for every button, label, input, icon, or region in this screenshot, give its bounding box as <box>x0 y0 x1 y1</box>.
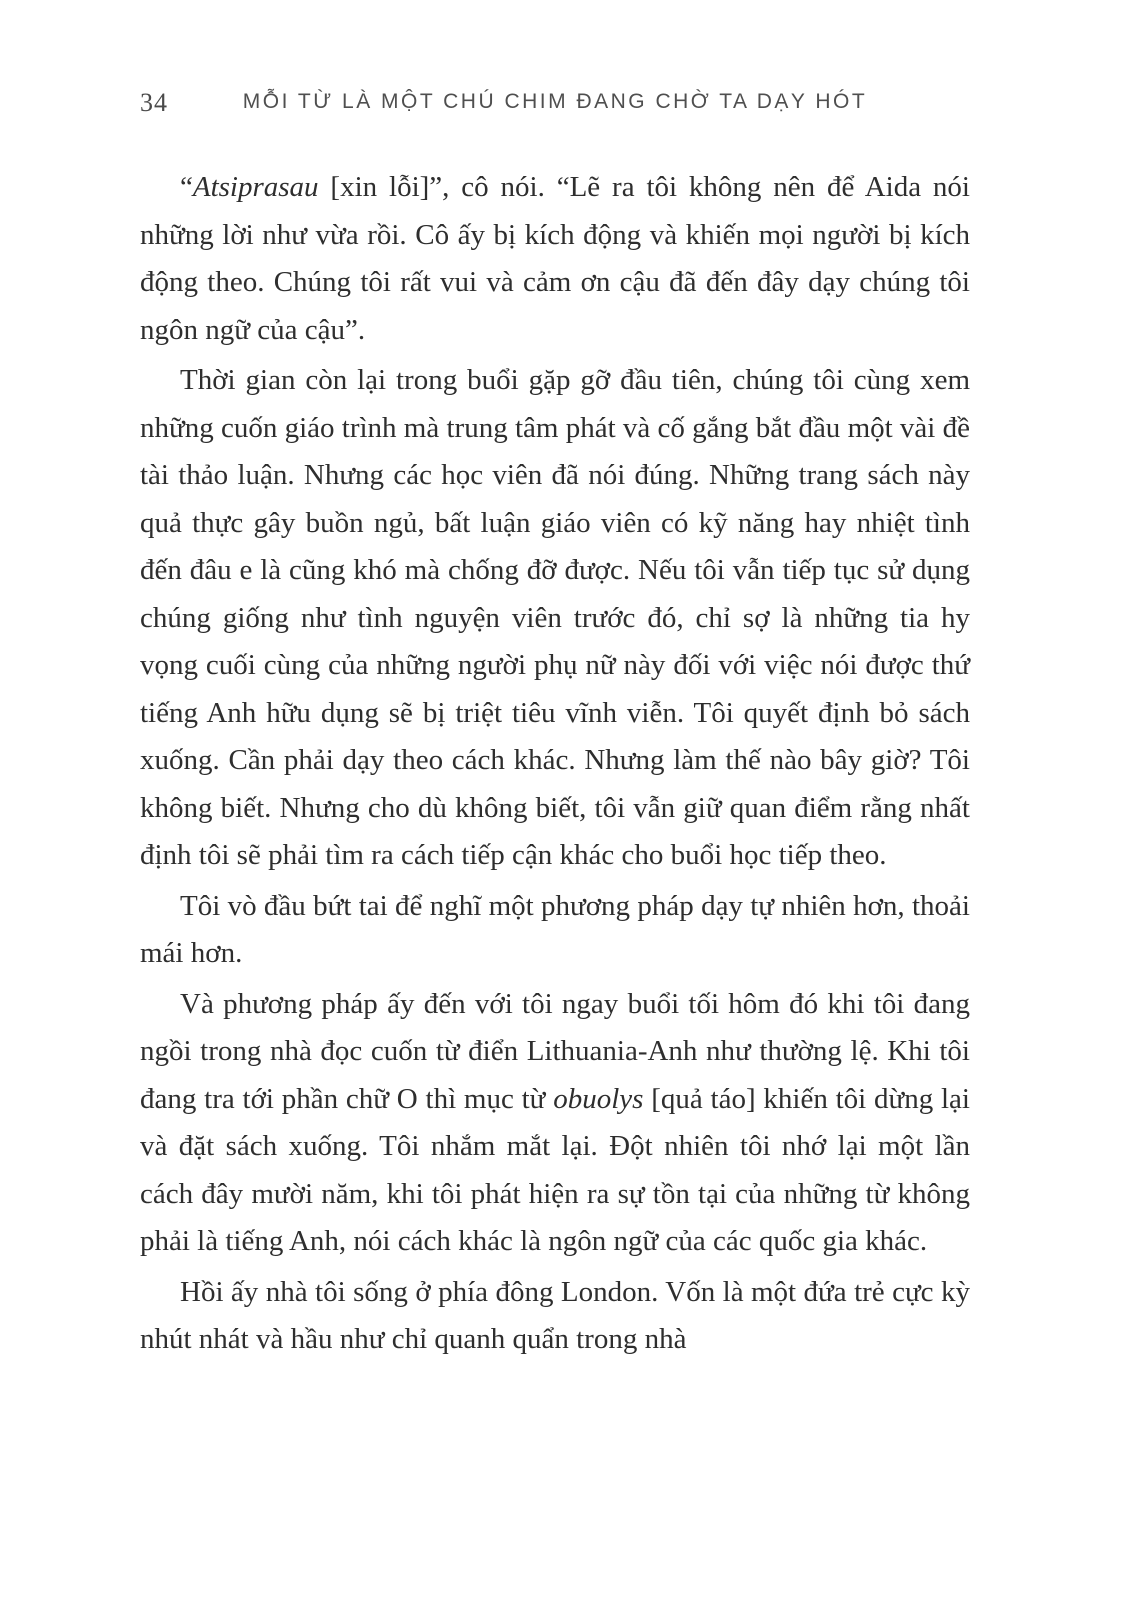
page-number: 34 <box>140 88 168 117</box>
paragraph <box>140 981 970 1266</box>
text-run: Tôi vò đầu bứt tai để nghĩ một phương pháp dạy tự nhiên hơn, thoải mái hơn. <box>140 889 970 969</box>
text-run: Thời gian còn lại trong buổi gặp gỡ đầu tiên, chúng tôi cùng xem những cuốn giáo trình mà trung tâm phát và cố gắng bắt đầu một vài đề tài thảo luận. Nhưng các học viên đã nói đúng. Những trang sách này quả thực gây buồn ngủ, bất luận giáo viên có kỹ năng hay nhiệt tình đến đâu e là cũng khó mà chống đỡ được. Nếu tôi vẫn tiếp tục sử dụng chúng giống như tình nguyện viên trước đó, chỉ sợ là những tia hy vọng cuối cùng của những người phụ nữ này đối với việc nói được thứ tiếng Anh hữu dụng sẽ bị triệt tiêu vĩnh viễn. Tôi quyết định bỏ sách xuống. Cần phải dạy theo cách khác. Nhưng làm thế nào bây giờ? Tôi không biết. Nhưng cho dù không biết, tôi vẫn giữ quan điểm rằng nhất định tôi sẽ phải tìm ra cách tiếp cận khác cho buổi học tiếp theo. <box>140 364 970 871</box>
body-text <box>140 164 970 1364</box>
running-header <box>140 86 970 120</box>
paragraph <box>140 1269 970 1364</box>
text-run: [quả táo] khiến tôi dừng lại và đặt sách xuống. Tôi nhắm mắt lại. Đột nhiên tôi nhớ lại một lần cách đây mười năm, khi tôi phát hiện ra sự tồn tại của những từ không phải là tiếng Anh, nói cách khác là ngôn ngữ của các quốc gia khác. <box>140 1082 970 1257</box>
paragraph <box>140 883 970 978</box>
paragraph <box>140 164 970 354</box>
text-run: [xin lỗi]”, cô nói. “Lẽ ra tôi không nên để Aida nói những lời như vừa rồi. Cô ấy bị kích động và khiến mọi người bị kích động theo. Chúng tôi rất vui và cảm ơn cậu đã đến đây dạy chúng tôi ngôn ngữ của cậu”. <box>140 171 970 346</box>
italic-text-run: Atsiprasau <box>192 171 319 203</box>
italic-text-run: obuolys <box>553 1082 644 1115</box>
text-run: Và phương pháp ấy đến với tôi ngay buổi tối hôm đó khi tôi đang ngồi trong nhà đọc cuốn từ điển Lithuania-Anh như thường lệ. Khi tôi đang tra tới phần chữ O thì mục từ <box>140 987 970 1115</box>
text-run: Hồi ấy nhà tôi sống ở phía đông London. Vốn là một đứa trẻ cực kỳ nhút nhát và hầu như chỉ quanh quẩn trong nhà <box>140 1275 970 1355</box>
running-header-title: MỖI TỪ LÀ MỘT CHÚ CHIM ĐANG CHỜ TA DẠY HÓT <box>242 90 868 113</box>
paragraph <box>140 357 970 880</box>
text-run: “ <box>180 171 193 203</box>
